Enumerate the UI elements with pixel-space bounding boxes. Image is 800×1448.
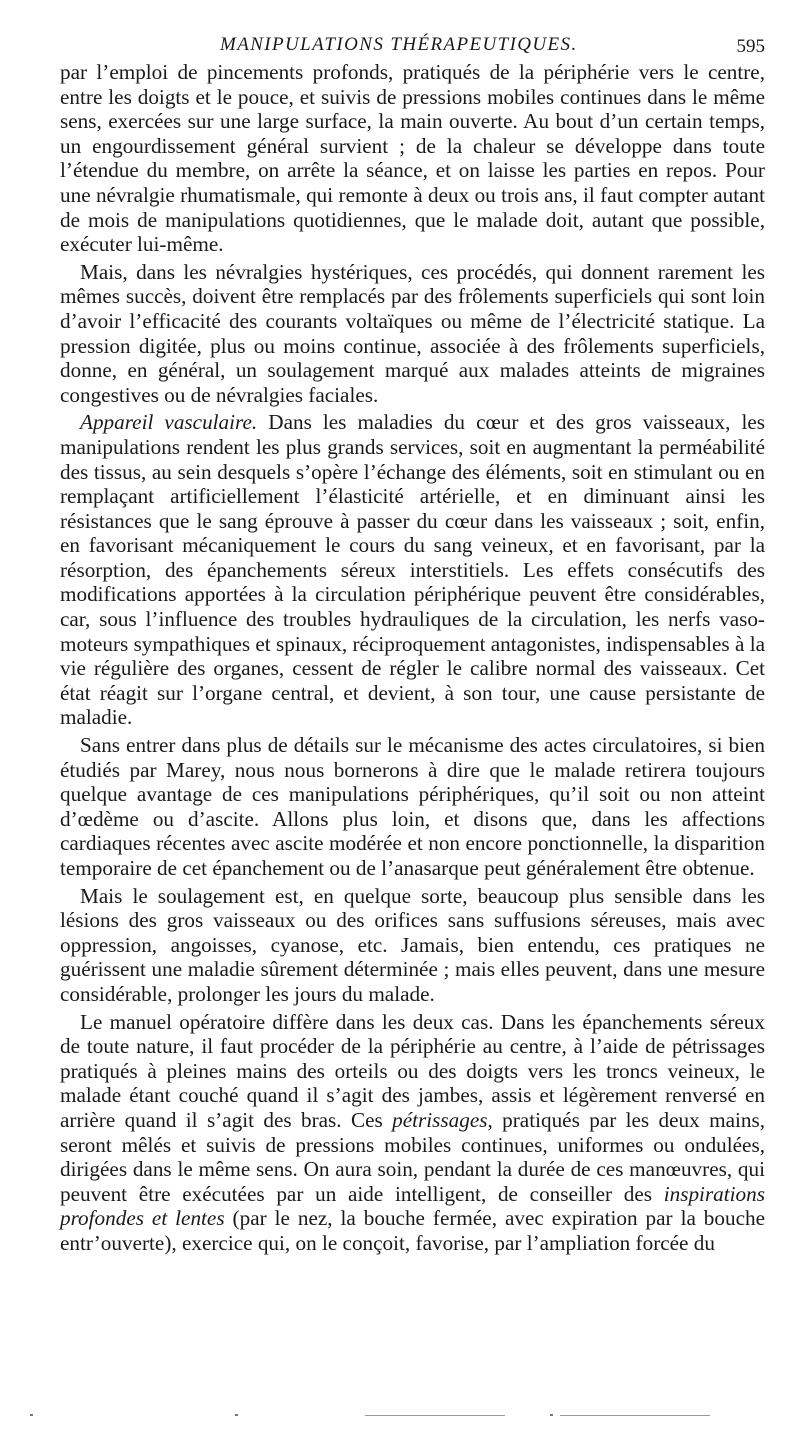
section-heading: Appareil vasculaire. (80, 410, 258, 435)
book-page (60, 28, 765, 1259)
scan-line (560, 1415, 710, 1416)
scan-line (365, 1415, 505, 1416)
emphasis-term: inspirations profondes et lentes (60, 1181, 765, 1231)
body-text (60, 60, 765, 1256)
scan-speck (550, 1414, 553, 1416)
scan-speck (30, 1414, 33, 1416)
paragraph: par l’emploi de pincements profonds, pratiqués de la périphérie vers le centre, entre les doigts et le pouce, et suivis de pressions mobiles continues dans le même sens, exercées sur une large surface, la main ouverte. Au bout d’un certain temps, un engourdissement général survient ; de la chaleur se développe dans toute l’étendue du membre, on arrête la séance, et on laisse les parties en repos. Pour une névralgie rhumatismale, qui remonte à deux ou trois ans, il faut compter autant de mois de manipulations quotidiennes, que le malade doit, autant que possible, exécuter lui-même. (60, 60, 765, 257)
paragraph: Sans entrer dans plus de détails sur le mécanisme des actes circulatoires, si bien étudiés par Marey, nous nous bornerons à dire que le malade retirera toujours quelque avantage de ces manipulations périphériques, qu’il soit ou non atteint d’œdème ou d’ascite. Allons plus loin, et disons que, dans les affections cardiaques récentes avec ascite modérée et non encore ponctionnelle, la disparition temporaire de cet épanchement ou de l’anasarque peut généralement être obtenue. (60, 733, 765, 880)
paragraph-operative (60, 1010, 765, 1256)
paragraph-text: Le manuel opératoire diffère dans les deux cas. Dans les épanchements séreux de toute nature, il faut procéder de la périphérie au centre, à l’aide de pétrissages pratiqués à pleines mains des orteils ou des doigts vers les troncs veineux, le malade étant couché quand il s’agit des jambes, assis et légèrement renversé en arrière quand il s’agit des bras. Ces (60, 1009, 765, 1132)
paragraph-text: Dans les maladies du cœur et des gros vaisseaux, les manipulations rendent les plus grands services, soit en augmentant la perméabilité des tissus, au sein desquels s’opère l’échange des éléments, soit en stimulant ou en remplaçant artificiellement l’élasticité artérielle, et en diminuant ainsi les résistances que le sang éprouve à passer du cœur dans les vaisseaux ; soit, enfin, en favorisant mécaniquement le cours du sang veineux, et en favorisant, par la résorption, des épanchements séreux interstitiels. Les effets consécutifs des modifications apportées à la circulation périphérique peuvent être considérables, car, sous l’influence des troubles hydrauliques de la circulation, les nerfs vaso-moteurs sympathiques et spinaux, réciproquement antagonistes, indispensables à la vie régulière des organes, cessent de régler le calibre normal des vaisseaux. Cet état réagit sur l’organe central, et devient, à son tour, une cause persistante de maladie. (60, 410, 765, 730)
page-header (60, 28, 765, 58)
running-title: MANIPULATIONS THÉRAPEUTIQUES. (220, 34, 578, 55)
emphasis-term: pétrissages (392, 1107, 488, 1132)
page-number: 595 (736, 36, 765, 57)
paragraph: Mais le soulagement est, en quelque sorte, beaucoup plus sensible dans les lésions des gros vaisseaux ou des orifices sans suffusions séreuses, mais avec oppression, angoisses, cyanose, etc. Jamais, bien entendu, ces pratiques ne guérissent une maladie sûrement déterminée ; mais elles peuvent, dans une mesure considérable, prolonger les jours du malade. (60, 883, 765, 1006)
scan-artifacts (30, 1410, 770, 1422)
paragraph-text: , pratiqués par les deux mains, seront mêlés et suivis de pressions mobiles continues, uniformes ou ondulées, dirigées dans le même sens. On aura soin, pendant la durée de ces manœuvres, qui peuvent être exécutées par un aide intelligent, de conseiller des (60, 1107, 765, 1206)
paragraph: Mais, dans les névralgies hystériques, ces procédés, qui donnent rarement les mêmes succès, doivent être remplacés par des frôlements superficiels qui sont loin d’avoir l’efficacité des courants voltaïques ou même de l’électricité statique. La pression digitée, plus ou moins continue, associée à des frôlements superficiels, donne, en général, un soulagement marqué aux malades atteints de migraines congestives ou de névralgies faciales. (60, 259, 765, 407)
paragraph-vascular (60, 410, 765, 730)
scan-speck (235, 1414, 238, 1416)
paragraph-text: (par le nez, la bouche fermée, avec expiration par la bouche entr’ouverte), exercice qui, on le conçoit, favorise, par l’ampliation forcée du (60, 1206, 765, 1255)
